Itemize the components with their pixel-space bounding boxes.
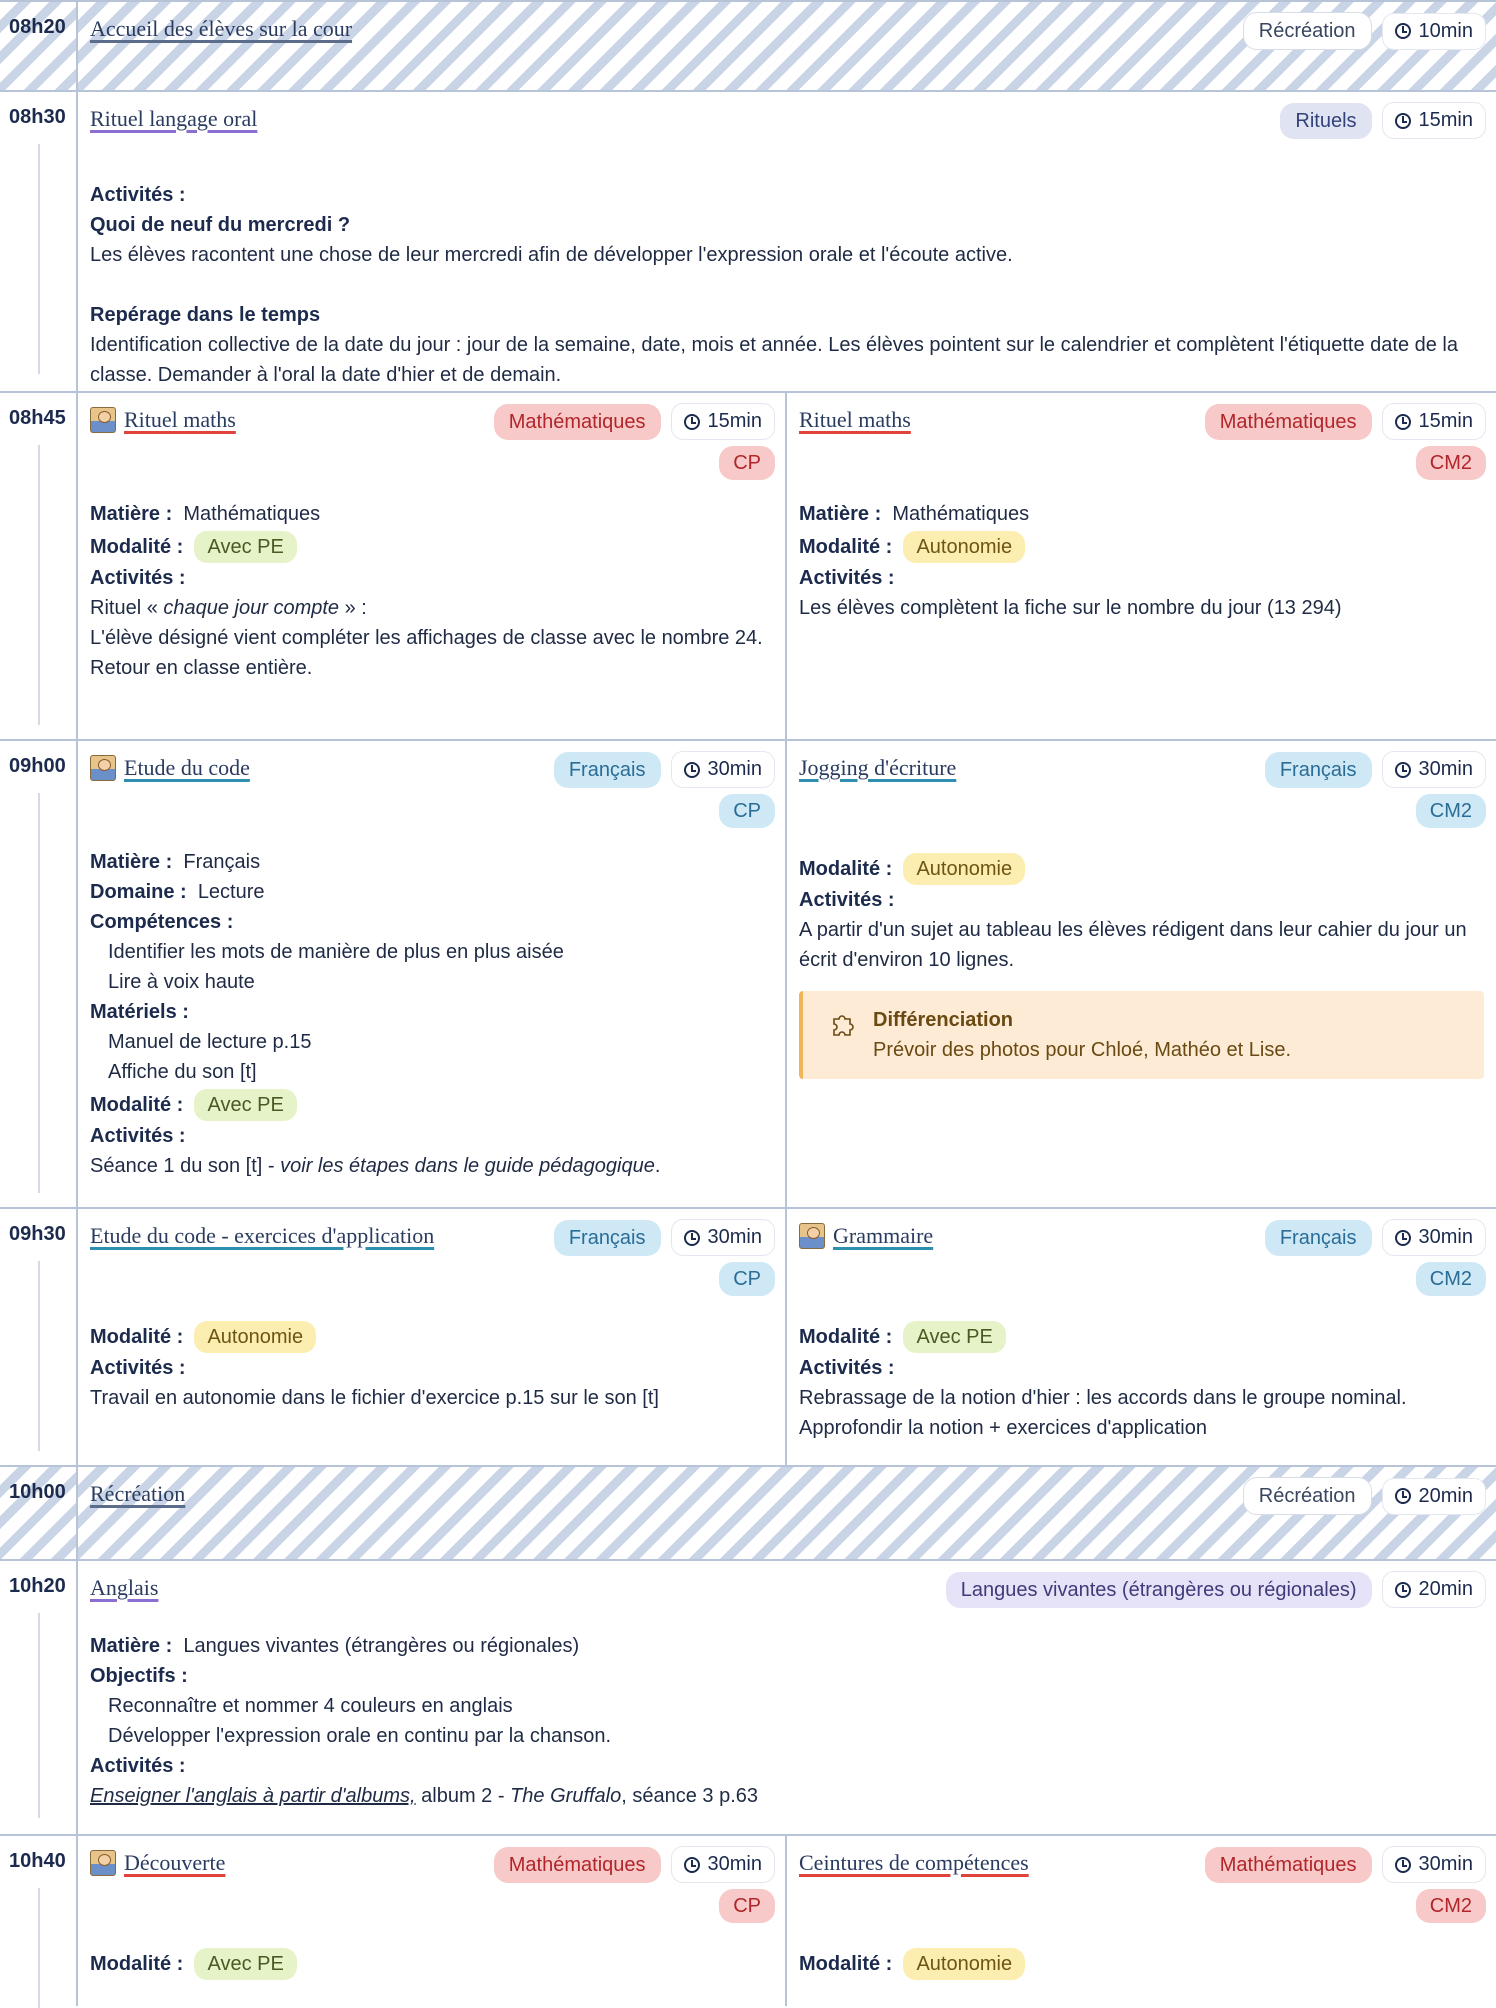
activities-label: Activités : <box>799 1357 895 1379</box>
matiere-label: Matière : <box>90 503 173 525</box>
duration-badge <box>1382 751 1486 788</box>
activity-text: Rebrassage de la notion d'hier : les accords dans le groupe nominal. <box>799 1387 1407 1409</box>
category-badge: Récréation <box>1243 12 1372 50</box>
modalite-badge: Avec PE <box>903 1321 1005 1353</box>
clock-icon <box>1395 1230 1411 1246</box>
duration-badge <box>1382 102 1486 139</box>
slot-title[interactable]: Rituel maths <box>799 407 911 432</box>
duration-text: 20min <box>1418 1484 1473 1507</box>
slot-time: 08h45 <box>9 407 66 429</box>
activity-text: Approfondir la notion + exercices d'application <box>799 1417 1207 1439</box>
category-badge: Mathématiques <box>494 1847 661 1883</box>
slot-title[interactable]: Jogging d'écriture <box>799 755 957 780</box>
clock-icon <box>684 1857 700 1873</box>
competences-label: Compétences : <box>90 911 234 933</box>
slot-cell-cp[interactable] <box>78 741 785 1207</box>
duration-badge <box>671 1846 775 1883</box>
clock-icon <box>1395 23 1411 39</box>
clock-icon <box>684 1230 700 1246</box>
modalite-badge: Avec PE <box>194 1948 296 1980</box>
activity-text: Les élèves complètent la fiche sur le nombre du jour (13 294) <box>799 597 1342 619</box>
duration-badge <box>1382 1219 1486 1256</box>
time-column <box>0 1561 78 1834</box>
duration-text: 15min <box>707 410 762 432</box>
slot-time: 09h30 <box>9 1223 66 1245</box>
matiere-label: Matière : <box>90 851 173 873</box>
category-badge: Français <box>554 752 661 788</box>
slot-title[interactable]: Accueil des élèves sur la cour <box>90 16 353 41</box>
slot-time: 08h30 <box>9 106 66 128</box>
activities-label: Activités : <box>90 1357 186 1379</box>
teacher-avatar-icon <box>90 407 116 433</box>
slot-cell-cm2[interactable] <box>785 393 1496 739</box>
clock-icon <box>684 762 700 778</box>
activity-text: Les élèves racontent une chose de leur mercredi afin de développer l'expression orale et l'écoute active. <box>90 244 1013 266</box>
slot-body <box>90 847 773 1181</box>
duration-text: 15min <box>1418 109 1473 131</box>
modalite-badge: Autonomie <box>903 1948 1025 1980</box>
level-badge: CP <box>719 1262 775 1296</box>
slot-time: 08h20 <box>9 16 66 38</box>
modalite-label: Modalité : <box>90 536 184 558</box>
list-item: Reconnaître et nommer 4 couleurs en anglais <box>108 1695 513 1717</box>
duration-badge <box>671 1219 775 1256</box>
text-fragment: . <box>654 1155 661 1177</box>
text-fragment: , séance 3 p.63 <box>621 1785 759 1807</box>
teacher-avatar-icon <box>90 1850 116 1876</box>
slot-cell-cm2[interactable] <box>785 1209 1496 1465</box>
modalite-badge: Autonomie <box>903 531 1025 563</box>
slot-cell[interactable] <box>78 2 1496 90</box>
list-item: Affiche du son [t] <box>108 1061 257 1083</box>
slot-body <box>799 499 1484 623</box>
differenciation-title: Différenciation <box>873 1009 1014 1031</box>
modalite-badge: Avec PE <box>194 1089 296 1121</box>
list-item: Identifier les mots de manière de plus en plus aisée <box>108 941 564 963</box>
time-column <box>0 92 78 391</box>
activities-label: Activités : <box>90 567 186 589</box>
duration-text: 30min <box>1418 1226 1473 1248</box>
duration-text: 30min <box>707 1853 762 1875</box>
category-badge: Mathématiques <box>1205 1847 1372 1883</box>
materiels-label: Matériels : <box>90 1001 189 1023</box>
modalite-label: Modalité : <box>90 1094 184 1116</box>
category-badge: Mathématiques <box>494 404 661 440</box>
activity-title: Quoi de neuf du mercredi ? <box>90 214 351 236</box>
category-badge: Mathématiques <box>1205 404 1372 440</box>
differenciation-callout <box>799 991 1484 1079</box>
duration-text: 20min <box>1418 1578 1473 1600</box>
category-badge: Rituels <box>1280 103 1371 139</box>
modalite-label: Modalité : <box>799 1326 893 1348</box>
level-badge: CM2 <box>1416 446 1486 480</box>
slot-title[interactable] <box>799 1223 933 1249</box>
activities-label: Activités : <box>90 1125 186 1147</box>
activities-label: Activités : <box>799 889 895 911</box>
text-fragment: Rituel « <box>90 597 164 619</box>
duration-text: 30min <box>1418 758 1473 780</box>
time-column <box>0 1836 78 2006</box>
matiere-label: Matière : <box>799 503 882 525</box>
time-line <box>38 144 40 374</box>
time-column <box>0 393 78 739</box>
category-badge: Français <box>1265 1220 1372 1256</box>
modalite-label: Modalité : <box>90 1953 184 1975</box>
slot-body <box>90 1948 773 1980</box>
slot-body <box>90 180 1484 390</box>
clock-icon <box>1395 1857 1411 1873</box>
time-column <box>0 2 78 90</box>
slot-body <box>799 1948 1484 1980</box>
slot-cell-cp[interactable] <box>78 393 785 739</box>
matiere-label: Matière : <box>90 1635 173 1657</box>
time-line <box>38 1613 40 1818</box>
slot-title-text: Découverte <box>124 1850 226 1875</box>
activity-text: A partir d'un sujet au tableau les élèves rédigent dans leur cahier du jour un écrit d'environ 10 lignes. <box>799 919 1467 971</box>
activity-title: Repérage dans le temps <box>90 304 321 326</box>
slot-time: 10h40 <box>9 1850 66 1872</box>
level-badge: CM2 <box>1416 1262 1486 1296</box>
slot-row <box>0 92 1496 393</box>
slot-time: 10h00 <box>9 1481 66 1503</box>
slot-body <box>90 1321 773 1413</box>
slot-time: 10h20 <box>9 1575 66 1597</box>
activity-text: Travail en autonomie dans le fichier d'exercice p.15 sur le son [t] <box>90 1387 659 1409</box>
time-column <box>0 1467 78 1559</box>
activities-label: Activités : <box>90 1755 186 1777</box>
list-item: Manuel de lecture p.15 <box>108 1031 312 1053</box>
modalite-label: Modalité : <box>90 1326 184 1348</box>
domaine-value: Lecture <box>197 881 265 903</box>
slot-body <box>799 1321 1484 1443</box>
slot-body <box>90 1631 1484 1811</box>
slot-row <box>0 1467 1496 1561</box>
time-line <box>38 1261 40 1451</box>
slot-title[interactable]: Anglais <box>90 1575 159 1600</box>
puzzle-icon <box>829 1011 855 1037</box>
time-column <box>0 741 78 1207</box>
level-badge: CM2 <box>1416 1889 1486 1923</box>
time-line <box>38 445 40 725</box>
level-badge: CP <box>719 446 775 480</box>
time-column <box>0 1209 78 1465</box>
modalite-label: Modalité : <box>799 858 893 880</box>
matiere-value: Mathématiques <box>183 503 321 525</box>
slot-body <box>799 853 1484 1079</box>
duration-text: 30min <box>707 1226 762 1248</box>
category-badge: Français <box>554 1220 661 1256</box>
text-fragment: » : <box>339 597 367 619</box>
slot-row <box>0 393 1496 741</box>
clock-icon <box>1395 1488 1411 1504</box>
time-line <box>38 793 40 1193</box>
slot-title[interactable]: Récréation <box>90 1481 186 1506</box>
slot-cell-cm2[interactable] <box>785 741 1496 1207</box>
duration-text: 10min <box>1418 19 1473 42</box>
clock-icon <box>1395 1582 1411 1598</box>
clock-icon <box>1395 414 1411 430</box>
teacher-avatar-icon <box>799 1223 825 1249</box>
slot-title[interactable] <box>90 755 250 781</box>
list-item: Développer l'expression orale en continu par la chanson. <box>108 1725 612 1747</box>
duration-badge <box>671 751 775 788</box>
modalite-badge: Autonomie <box>903 853 1025 885</box>
matiere-value: Langues vivantes (étrangères ou régionales) <box>183 1635 580 1657</box>
modalite-label: Modalité : <box>799 536 893 558</box>
slot-title-text: Etude du code <box>124 755 250 780</box>
slot-row <box>0 0 1496 92</box>
teacher-avatar-icon <box>90 755 116 781</box>
slot-title[interactable]: Ceintures de compétences <box>799 1850 1029 1875</box>
activity-text: Retour en classe entière. <box>90 657 313 679</box>
level-badge: CP <box>719 1889 775 1923</box>
level-badge: CP <box>719 794 775 828</box>
slot-title[interactable] <box>90 407 236 433</box>
slot-cell[interactable] <box>78 1561 1496 1834</box>
activities-label: Activités : <box>799 567 895 589</box>
slot-title-text: Rituel maths <box>124 407 236 432</box>
text-fragment: The Gruffalo <box>510 1785 622 1807</box>
duration-badge <box>1382 1478 1486 1515</box>
duration-badge <box>1382 403 1486 440</box>
slot-row <box>0 1836 1496 2006</box>
slot-cell-cp[interactable] <box>78 1209 785 1465</box>
slot-cell[interactable] <box>78 1467 1496 1559</box>
clock-icon <box>1395 113 1411 129</box>
text-fragment: Séance 1 du son [t] - <box>90 1155 281 1177</box>
clock-icon <box>684 414 700 430</box>
slot-cell[interactable] <box>78 92 1496 391</box>
category-badge: Français <box>1265 752 1372 788</box>
slot-row <box>0 741 1496 1209</box>
slot-title[interactable]: Rituel langage oral <box>90 106 258 131</box>
slot-cell-cp[interactable] <box>78 1836 785 2006</box>
duration-text: 15min <box>1418 410 1473 432</box>
matiere-value: Mathématiques <box>892 503 1030 525</box>
activity-text <box>90 593 773 623</box>
slot-row <box>0 1209 1496 1467</box>
matiere-value: Français <box>183 851 261 873</box>
slot-title[interactable] <box>90 1850 225 1876</box>
activity-text: L'élève désigné vient compléter les affichages de classe avec le nombre 24. <box>90 627 763 649</box>
modalite-badge: Avec PE <box>194 531 296 563</box>
time-line <box>38 1888 40 2008</box>
differenciation-text: Prévoir des photos pour Chloé, Mathéo et Lise. <box>873 1039 1292 1061</box>
duration-text: 30min <box>1418 1853 1473 1875</box>
slot-row <box>0 1561 1496 1836</box>
activities-label: Activités : <box>90 184 186 206</box>
text-fragment: voir les étapes dans le guide pédagogique <box>280 1155 655 1177</box>
slot-cell-cm2[interactable] <box>785 1836 1496 2006</box>
slot-title-text: Grammaire <box>833 1223 934 1248</box>
category-badge: Langues vivantes (étrangères ou régionales) <box>946 1572 1372 1608</box>
modalite-badge: Autonomie <box>194 1321 316 1353</box>
clock-icon <box>1395 762 1411 778</box>
slot-time: 09h00 <box>9 755 66 777</box>
slot-body <box>90 499 773 683</box>
text-fragment: chaque jour compte <box>163 597 340 619</box>
duration-badge <box>671 403 775 440</box>
text-fragment: album 2 - <box>415 1785 511 1807</box>
resource-link[interactable]: Enseigner l'anglais à partir d'albums, <box>90 1785 416 1807</box>
activity-text <box>90 1151 773 1181</box>
modalite-label: Modalité : <box>799 1953 893 1975</box>
list-item: Lire à voix haute <box>108 971 255 993</box>
activity-text <box>90 1781 1484 1811</box>
level-badge: CM2 <box>1416 794 1486 828</box>
duration-badge <box>1382 13 1486 50</box>
duration-badge <box>1382 1571 1486 1608</box>
duration-text: 30min <box>707 758 762 780</box>
activity-text: Identification collective de la date du jour : jour de la semaine, date, mois et année. Les élèves pointent sur le calendrier et complètent l'étiquette date de la classe. Demander à l'oral la date d'hier et de demain. <box>90 334 1458 386</box>
objectifs-label: Objectifs : <box>90 1665 188 1687</box>
domaine-label: Domaine : <box>90 881 187 903</box>
duration-badge <box>1382 1846 1486 1883</box>
slot-title[interactable]: Etude du code - exercices d'application <box>90 1223 435 1248</box>
category-badge: Récréation <box>1243 1477 1372 1515</box>
